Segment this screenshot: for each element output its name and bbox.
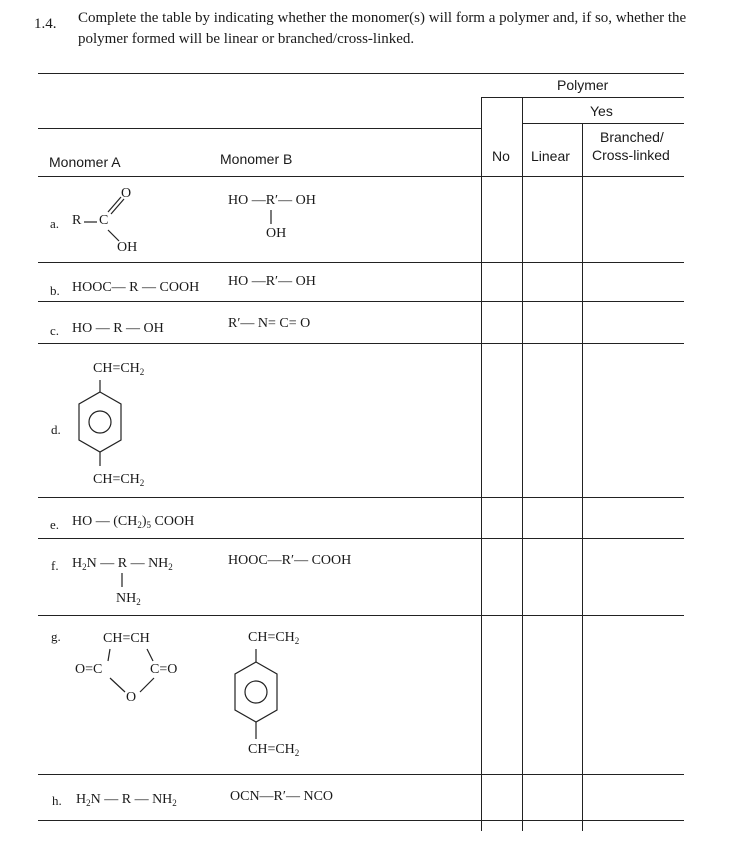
row-label: f.	[51, 558, 59, 573]
header-linear: Linear	[531, 148, 570, 164]
row-b-main: HO —R′— OH	[228, 193, 316, 208]
row-e-monomer-a: HO — $(CH_2)_5$ COOH	[72, 514, 195, 530]
header-no: No	[492, 148, 510, 164]
row-a-oh: OH	[117, 240, 138, 255]
maleic-right-carbonyl: C=O	[150, 662, 178, 677]
row-b-monomer-a: HOOC— R — COOH	[72, 280, 200, 295]
maleic-ring-oxygen: O	[126, 690, 137, 705]
row-b-oh: OH	[266, 226, 287, 241]
row-b-monomer-b: HO —R′— OH	[228, 274, 316, 289]
header-monomer-a: Monomer A	[49, 154, 121, 170]
maleic-left-carbonyl: O=C	[75, 662, 103, 677]
row-label: b.	[50, 283, 60, 298]
styrene-vinyl-top: $CH=CH_2$	[248, 630, 300, 646]
question-number: 1.4.	[34, 16, 57, 32]
row-label: e.	[50, 517, 60, 532]
row-label: c.	[50, 323, 60, 338]
row-c-monomer-b: R′— N= C= O	[228, 316, 311, 331]
row-a-c: C	[99, 213, 109, 228]
header-cross-linked: Cross-linked	[592, 147, 670, 163]
row-h-monomer-a: $H_2N$ — R — $NH_2$	[76, 792, 177, 808]
row-f-nh2: $NH_2$	[116, 591, 141, 607]
row-a-r: R	[72, 213, 82, 228]
row-label: d.	[51, 422, 61, 437]
row-label: h.	[52, 793, 62, 808]
row-f-monomer-a: $H_2N$ — R — $NH_2$	[72, 556, 173, 572]
header-branched: Branched/	[600, 129, 664, 145]
styrene-vinyl-bottom: $CH=CH_2$	[248, 742, 300, 758]
header-yes: Yes	[590, 103, 613, 119]
row-a-o: O	[121, 186, 132, 201]
vinyl-top: $CH=CH_2$	[93, 361, 145, 377]
row-label: a.	[50, 216, 60, 231]
question-text: Complete the table by indicating whether the monomer(s) will form a polymer and, if so, whether the polymer formed will be linear or branched/cross-linked.	[78, 10, 687, 47]
row-h-monomer-b: OCN—R′— NCO	[230, 789, 334, 804]
maleic-chch: CH=CH	[103, 631, 150, 646]
header-polymer: Polymer	[557, 77, 609, 93]
row-c-monomer-a: HO — R — OH	[72, 321, 164, 336]
vinyl-bottom: $CH=CH_2$	[93, 472, 145, 488]
row-f-monomer-b: HOOC—R′— COOH	[228, 553, 352, 568]
row-label: g.	[51, 629, 61, 644]
header-monomer-b: Monomer B	[220, 151, 293, 167]
